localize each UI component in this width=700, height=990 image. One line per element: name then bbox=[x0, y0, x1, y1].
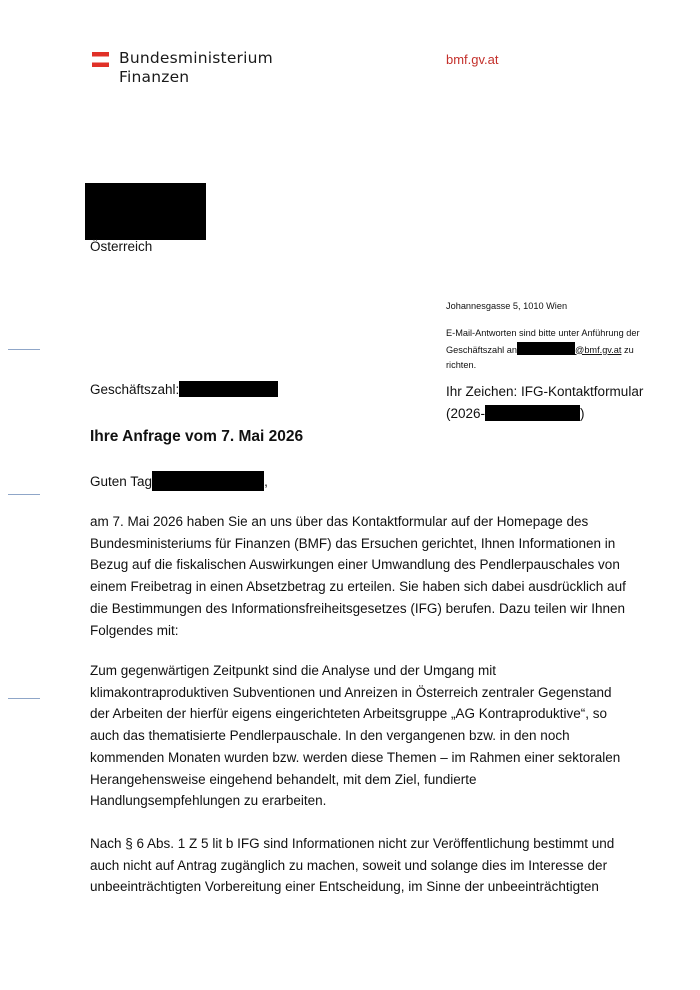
fold-mark-2 bbox=[8, 494, 40, 495]
text-line: Folgendes mit: bbox=[90, 622, 179, 638]
email-note-line-3: richten. bbox=[446, 360, 477, 370]
text-line: Zum gegenwärtigen Zeitpunkt sind die Analyse und der Umgang mit bbox=[90, 663, 496, 678]
text-line: auch nicht auf Antrag zugänglich zu machen, soweit und solange dies im Interesse der bbox=[90, 857, 608, 873]
greeting-comma: , bbox=[264, 474, 268, 489]
redacted-reference-number bbox=[485, 405, 580, 421]
text-line: einem Freibetrag in einen Absetzbetrag zu erteilen. Sie haben sich dabei ausdrücklich auf bbox=[90, 579, 626, 595]
body-paragraph-2 bbox=[90, 660, 620, 812]
text-line: Handlungsempfehlungen zu erarbeiten. bbox=[90, 793, 327, 809]
logo-line-2: Finanzen bbox=[119, 68, 190, 86]
your-reference bbox=[446, 381, 643, 425]
fold-mark-1 bbox=[8, 349, 40, 350]
body-paragraph-3 bbox=[90, 833, 620, 898]
redacted-recipient-name bbox=[152, 471, 264, 491]
text-line: kommenden Monaten wurden bzw. werden diese Themen – im Rahmen einer sektoralen bbox=[90, 749, 621, 765]
text-line: Bezug auf die fiskalischen Auswirkungen einer Umwandlung des Pendlerpauschales von bbox=[90, 557, 620, 573]
letter-subject: Ihre Anfrage vom 7. Mai 2026 bbox=[90, 428, 304, 445]
body-paragraph-1 bbox=[90, 511, 626, 641]
recipient-country: Österreich bbox=[90, 239, 153, 254]
your-reference-line-1: Ihr Zeichen: IFG-Kontaktformular bbox=[446, 384, 644, 399]
email-note-line-1: E-Mail-Antworten sind bitte unter Anführung der bbox=[446, 328, 640, 338]
text-line: am 7. Mai 2026 haben Sie an uns über das Kontaktformular auf der Homepage des bbox=[90, 514, 589, 529]
your-reference-line-2 bbox=[446, 403, 643, 425]
text-line: Nach § 6 Abs. 1 Z 5 lit b IFG sind Informationen nicht zur Veröffentlichung bestimmt und bbox=[90, 836, 615, 851]
email-note-line-2-text: Geschäftszahl an bbox=[446, 344, 517, 355]
website-link[interactable]: bmf.gv.at bbox=[446, 52, 499, 67]
email-note-line-2 bbox=[446, 342, 666, 359]
redacted-email-local-part bbox=[517, 342, 575, 355]
text-line: Bundesministeriums für Finanzen (BMF) das Ersuchen gerichtet, Ihnen Informationen in bbox=[90, 535, 616, 551]
text-line: Herangehensweise eingehend behandelt, mit dem Ziel, fundierte bbox=[90, 771, 477, 787]
ministry-logo-text bbox=[119, 49, 273, 87]
email-reply-note bbox=[446, 326, 666, 374]
file-number bbox=[90, 381, 278, 397]
logo-line-1: Bundesministerium bbox=[119, 49, 273, 67]
greeting bbox=[90, 471, 268, 491]
redacted-file-number bbox=[179, 381, 278, 397]
greeting-text: Guten Tag bbox=[90, 474, 153, 489]
redacted-recipient-address bbox=[85, 183, 206, 240]
email-domain-link[interactable]: @bmf.gv.at bbox=[575, 344, 622, 355]
your-reference-prefix: (2026- bbox=[446, 406, 486, 421]
text-line: unbeeinträchtigten Vorbereitung einer Entscheidung, im Sinne der unbeeinträchtigten bbox=[90, 879, 599, 895]
text-line: der Arbeiten der hierfür eigens eingerichteten Arbeitsgruppe „AG Kontraproduktive“, so bbox=[90, 706, 608, 722]
text-line: die Bestimmungen des Informationsfreiheitsgesetzes (IFG) berufen. Dazu teilen wir Ihnen bbox=[90, 600, 626, 616]
fold-mark-3 bbox=[8, 698, 40, 699]
your-reference-suffix: ) bbox=[580, 406, 585, 421]
email-note-line-2-end: zu bbox=[621, 344, 634, 355]
file-number-label: Geschäftszahl: bbox=[90, 382, 180, 397]
austria-flag-logo-icon bbox=[92, 52, 109, 67]
text-line: auch das thematisierte Pendlerpauschale. In den vergangenen bzw. in den noch bbox=[90, 728, 570, 744]
text-line: klimakontraproduktiven Subventionen und Anreizen in Österreich zentraler Gegenstand bbox=[90, 684, 612, 700]
sender-address: Johannesgasse 5, 1010 Wien bbox=[446, 301, 568, 311]
